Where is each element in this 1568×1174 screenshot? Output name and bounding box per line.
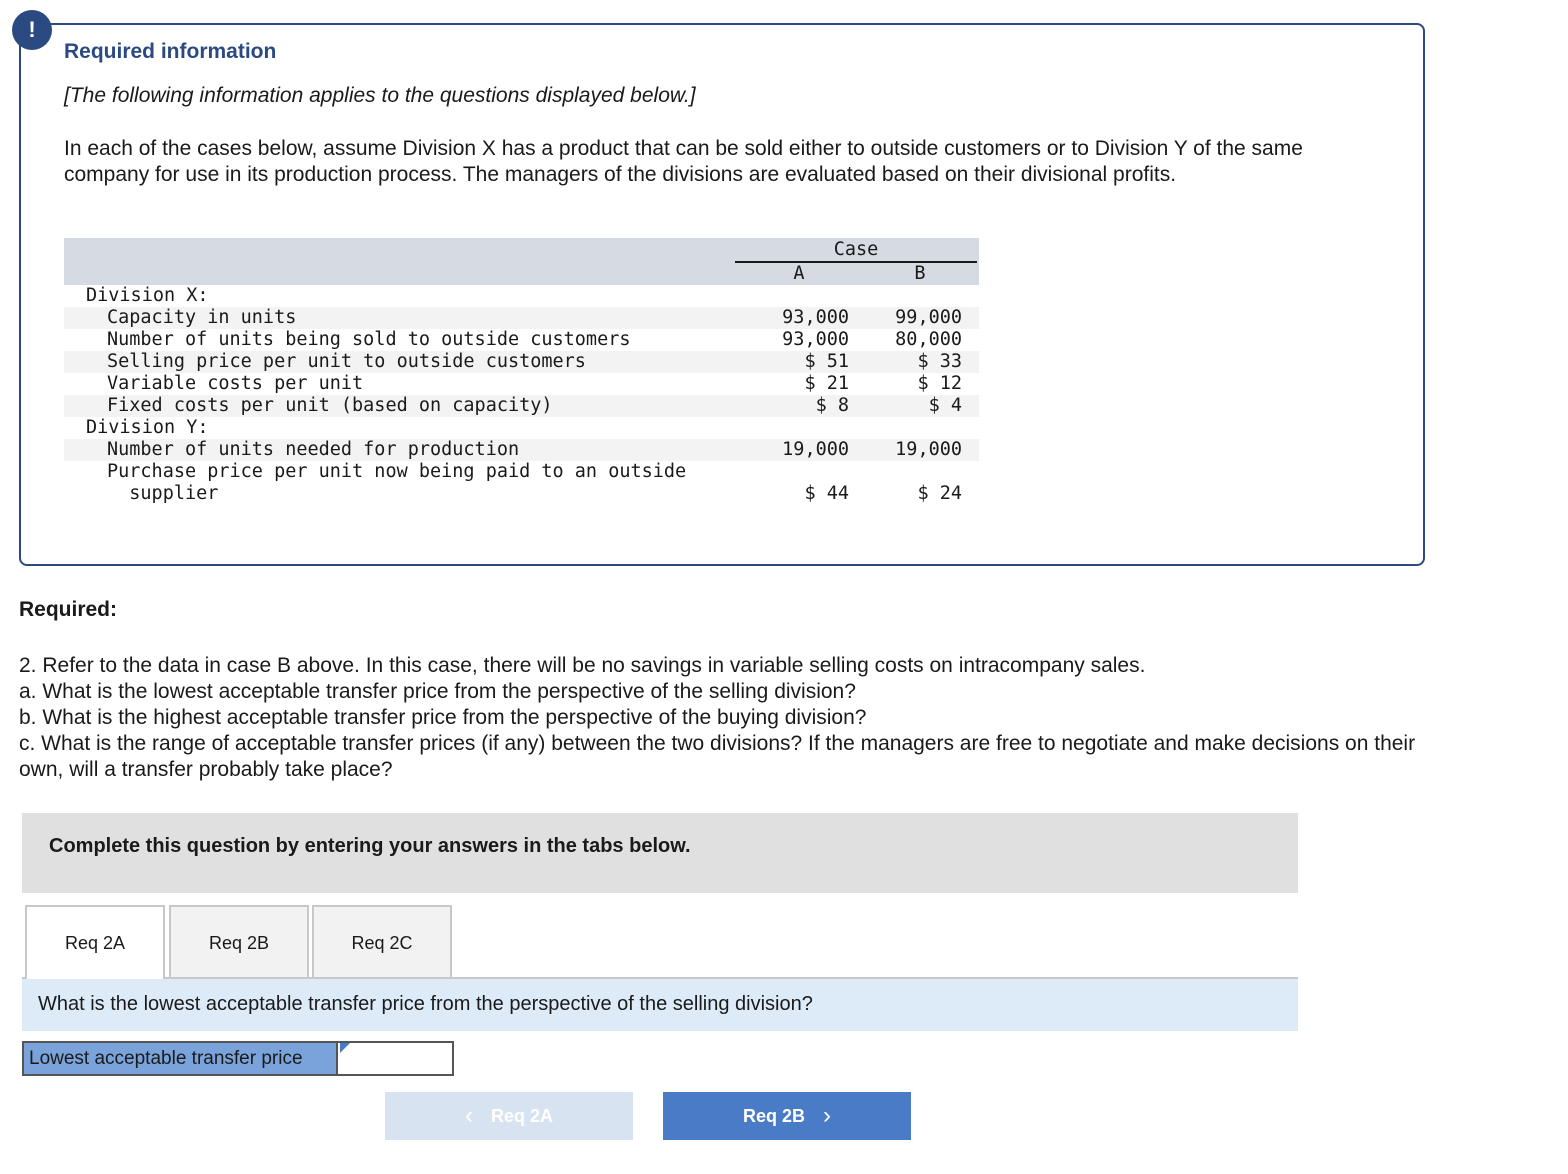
chevron-left-icon: ‹ <box>464 1102 473 1129</box>
question-text: What is the lowest acceptable transfer price from the perspective of the selling division? <box>38 993 813 1015</box>
row-label: Capacity in units <box>107 307 297 328</box>
table-row <box>64 395 979 417</box>
tab-req-2b[interactable]: Req 2B <box>169 905 309 977</box>
prev-button-label: Req 2A <box>490 1105 553 1126</box>
table-row <box>64 373 979 395</box>
row-label: Number of units being sold to outside customers <box>107 329 631 350</box>
row-label: Fixed costs per unit (based on capacity) <box>107 395 553 416</box>
tab-req-2a[interactable]: Req 2A <box>25 905 165 979</box>
case-a-value: $ 44 <box>804 483 849 504</box>
case-a-value: 93,000 <box>782 307 849 328</box>
row-label: Selling price per unit to outside customers <box>107 351 586 372</box>
division-x-heading-row <box>64 285 979 307</box>
table-row <box>64 461 979 505</box>
row-label: Purchase price per unit now being paid to an outside supplier <box>107 461 687 504</box>
table-row <box>64 329 979 351</box>
table-row <box>64 307 979 329</box>
division-y-label: Division Y: <box>86 417 209 438</box>
case-b-value: 80,000 <box>895 329 962 350</box>
case-a-value: $ 51 <box>804 351 849 372</box>
case-a-value: 93,000 <box>782 329 849 350</box>
input-flag-icon <box>340 1043 350 1053</box>
column-b-header: B <box>914 263 926 284</box>
instructions-text: Complete this question by entering your answers in the tabs below. <box>49 835 691 857</box>
case-b-value: $ 33 <box>917 351 962 372</box>
answer-row <box>22 1041 454 1076</box>
table-row <box>64 439 979 461</box>
tab-req-2c[interactable]: Req 2C <box>312 905 452 977</box>
case-data-table <box>64 238 979 505</box>
table-header <box>64 238 979 285</box>
info-note: [The following information applies to the questions displayed below.] <box>64 84 696 107</box>
chevron-right-icon: › <box>823 1102 831 1129</box>
row-label: Number of units needed for production <box>107 439 520 460</box>
case-a-value: $ 21 <box>804 373 849 394</box>
prev-button[interactable] <box>385 1092 633 1140</box>
next-button-label: Req 2B <box>742 1105 805 1126</box>
case-b-value: $ 4 <box>928 395 962 416</box>
next-button[interactable] <box>663 1092 911 1140</box>
table-row <box>64 351 979 373</box>
instructions-banner <box>22 813 1298 893</box>
column-a-header: A <box>793 263 805 284</box>
info-intro: In each of the cases below, assume Division X has a product that can be sold either to outside customers or to Division Y of the same company for use in its production process. The managers of the divisions are evaluated based on their divisional profits. <box>64 137 1303 186</box>
lowest-transfer-price-input[interactable] <box>340 1043 452 1074</box>
required-line: 2. Refer to the data in case B above. In this case, there will be no savings in variable selling costs on intracompany sales. <box>19 654 1146 677</box>
row-label: Variable costs per unit <box>107 373 364 394</box>
case-b-value: $ 12 <box>917 373 962 394</box>
required-questions <box>19 653 1419 783</box>
required-line: c. What is the range of acceptable transfer prices (if any) between the two divisions? If the managers are free to negotiate and make decisions on their own, will a transfer probably take place? <box>19 732 1416 781</box>
answer-label: Lowest acceptable transfer price <box>24 1043 338 1074</box>
division-y-heading-row <box>64 417 979 439</box>
question-prompt <box>22 979 1298 1031</box>
case-b-value: 19,000 <box>895 439 962 460</box>
case-b-value: $ 24 <box>917 483 962 504</box>
case-a-value: $ 8 <box>815 395 849 416</box>
info-title: Required information <box>64 40 277 63</box>
case-header: Case <box>735 238 977 263</box>
required-line: a. What is the lowest acceptable transfer price from the perspective of the selling division? <box>19 680 856 703</box>
required-line: b. What is the highest acceptable transfer price from the perspective of the buying division? <box>19 706 867 729</box>
case-b-value: 99,000 <box>895 307 962 328</box>
required-heading: Required: <box>19 598 118 621</box>
case-a-value: 19,000 <box>782 439 849 460</box>
alert-icon: ! <box>12 10 52 50</box>
tab-bar <box>22 905 1298 979</box>
division-x-label: Division X: <box>86 285 209 306</box>
